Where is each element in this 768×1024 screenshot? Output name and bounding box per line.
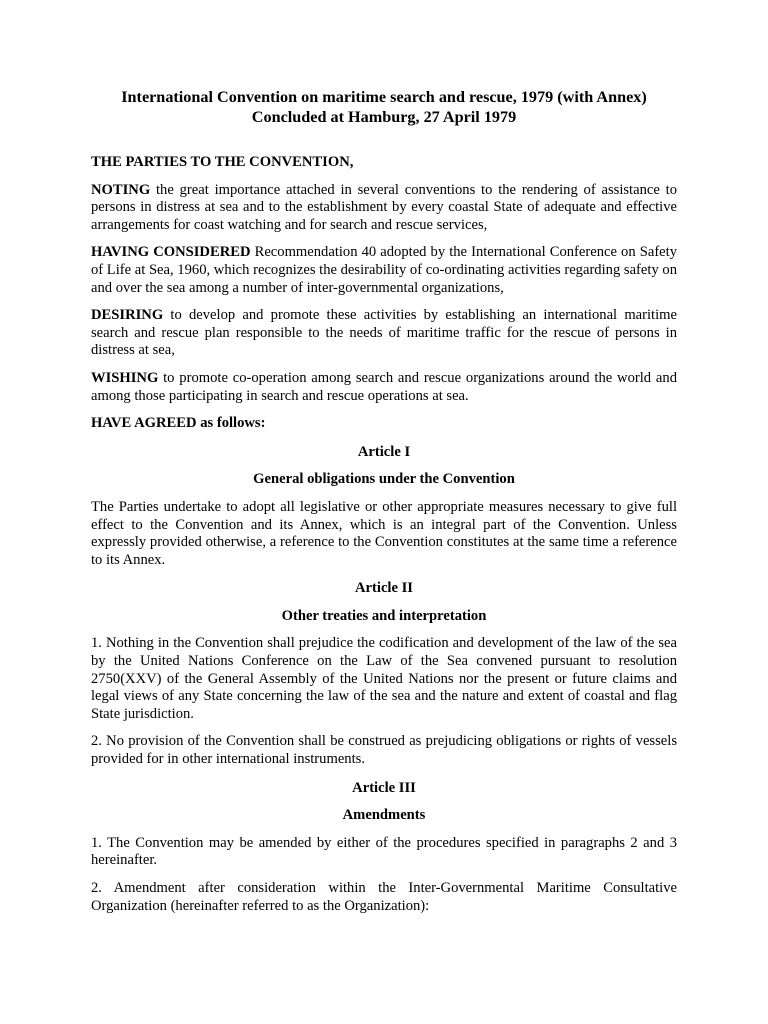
preamble-text: Recommendation 40 adopted by the International Conference on Safety of Life at Sea, 1960, which recognizes the desirability of co-ordinating activities regarding safety on and over the sea among a number of inter-governmental organizations, (91, 244, 678, 296)
preamble-lead: DESIRING (91, 307, 164, 324)
preamble-lead: WISHING (91, 369, 159, 386)
article-heading: Amendments (342, 807, 426, 824)
article-number: Article I (357, 443, 411, 460)
preamble-lead: HAVING CONSIDERED (91, 244, 251, 261)
document-title: International Convention on maritime search and rescue, 1979 (with Annex) Concluded at Hamburg, 27 April 1979 (121, 88, 647, 126)
preamble-heading: THE PARTIES TO THE CONVENTION, (91, 154, 354, 170)
preamble-wishing (91, 370, 677, 405)
preamble-noting (91, 182, 677, 235)
article-heading: General obligations under the Convention (253, 471, 515, 488)
preamble-text: to develop and promote these activities by establishing an international maritime search and rescue plan responsible to the needs of maritime traffic for the rescue of persons in distress at sea, (91, 307, 677, 359)
article-paragraph: 2. Amendment after consideration within the Inter-Governmental Maritime Consultative Organization (hereinafter referred to as the Organization): (91, 880, 677, 914)
preamble-text: to promote co-operation among search and rescue organizations around the world and among those participating in search and rescue operations at sea. (91, 369, 677, 404)
preamble-text: the great importance attached in several conventions to the rendering of assistance to persons in distress at sea and to the establishment by every coastal State of adequate and effective arrangements for coast watching and for search and rescue services, (91, 181, 677, 233)
article-paragraph: 1. Nothing in the Convention shall prejudice the codification and development of the law of the sea by the United Nations Conference on the Law of the Sea convened pursuant to resolution 2750(XXV) of the General Assembly of the United Nations nor the present or future claims and legal views of any State concerning the law of the sea and the nature and extent of coastal and flag State jurisdiction. (91, 635, 677, 722)
article-heading: Other treaties and interpretation (281, 607, 487, 624)
article-paragraph: 2. No provision of the Convention shall be construed as prejudicing obligations or rights of vessels provided for in other international instruments. (91, 733, 677, 768)
article-number: Article II (355, 580, 413, 597)
preamble-lead: NOTING (91, 181, 151, 198)
have-agreed: HAVE AGREED as follows: (91, 415, 266, 432)
article-number: Article III (352, 779, 416, 796)
article-paragraph: 1. The Convention may be amended by either of the procedures specified in paragraphs 2 and 3 hereinafter. (91, 834, 677, 869)
document-page (91, 88, 677, 915)
article-paragraph: The Parties undertake to adopt all legislative or other appropriate measures necessary to give full effect to the Convention and its Annex, which is an integral part of the Convention. Unless expressly provided otherwise, a reference to the Convention constitutes at the same time a reference to its Annex. (91, 498, 677, 568)
preamble-having-considered (91, 244, 677, 297)
preamble-desiring (91, 307, 677, 360)
